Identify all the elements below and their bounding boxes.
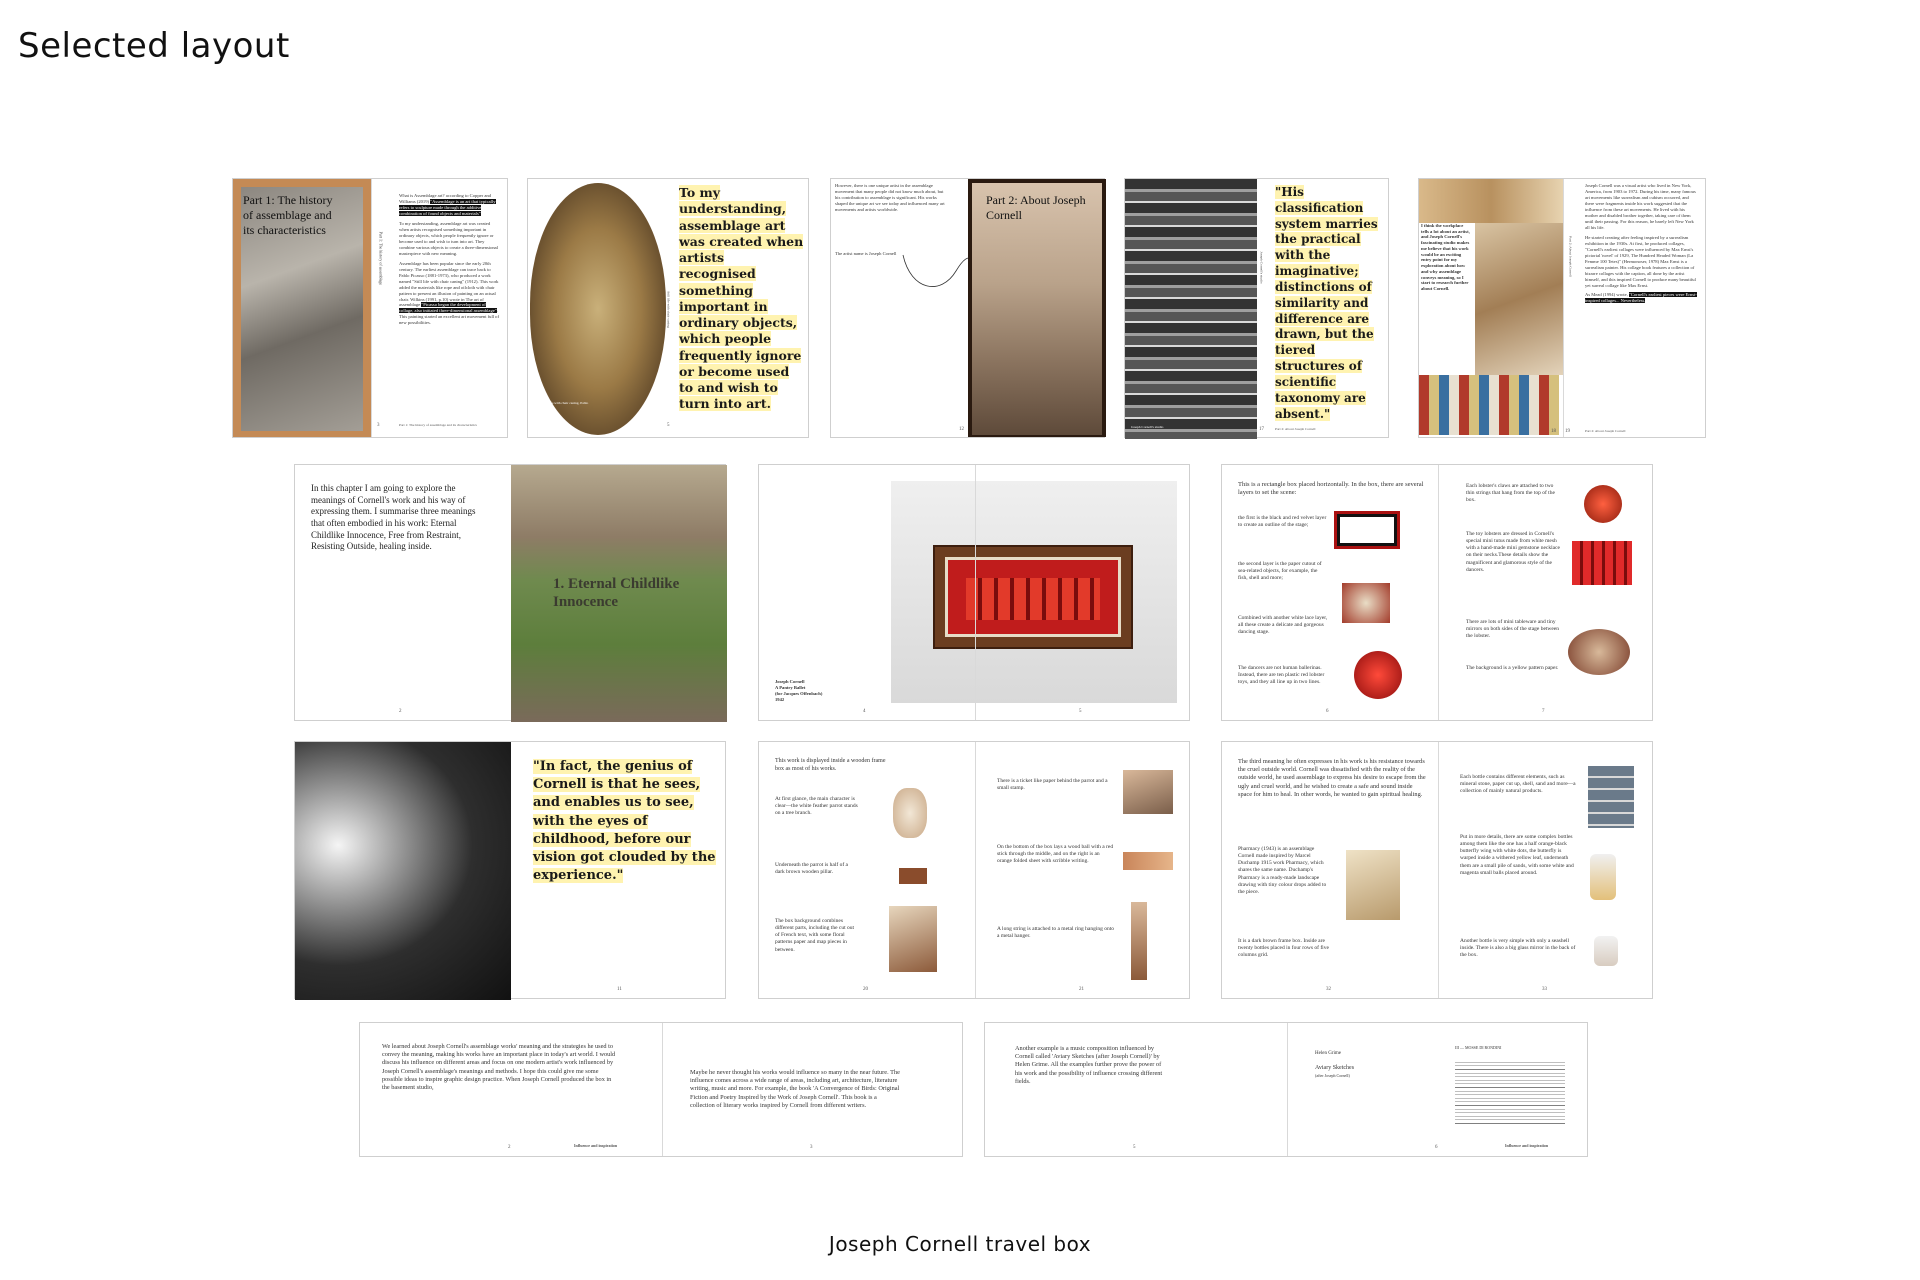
project-caption: Joseph Cornell travel box — [828, 1232, 1092, 1256]
page-number: 4 — [863, 709, 866, 714]
right-page — [1438, 742, 1654, 998]
shelf-photo — [1419, 375, 1559, 435]
page-number: 11 — [617, 987, 622, 992]
description-intro: This is a rectangle box placed horizontally. In the box, there are several layers to set the scene: — [1238, 481, 1424, 497]
page-number: 7 — [1542, 709, 1545, 714]
page-fold — [1438, 465, 1439, 720]
page-number: 3 — [810, 1145, 813, 1150]
right-page — [1257, 179, 1390, 437]
tableware-text: There are lots of mini tableware and tiny mirrors on both sides of the stage between the lobster. — [1466, 619, 1560, 640]
background-detail — [889, 906, 937, 972]
spread-understanding-quote[interactable] — [527, 178, 809, 438]
page-number: 5 — [1079, 709, 1082, 714]
image-caption: Joseph Cornell's studio — [1131, 425, 1164, 429]
left-page — [985, 1023, 1287, 1156]
page-number: 2 — [399, 709, 402, 714]
caption-line: A Pantry Ballet — [775, 684, 806, 690]
chapter-intro-text: In this chapter I am going to explore the meanings of Cornell's work and his way of expressing them. I summarise three meanings that often embodied in his work: Eternal Childlike Innocence, Free from Restraint, Resisting Outside, healing inside. — [311, 483, 476, 552]
left-page — [295, 465, 511, 720]
paragraph-end: . This painting started an excellent art movement full of new possibilities. — [399, 308, 500, 326]
caption-line: 1942 — [775, 696, 785, 702]
page-number: 2 — [508, 1145, 511, 1150]
studio-boxes-photo — [1419, 179, 1563, 223]
page-number-left: 18 — [1551, 429, 1556, 434]
spread-pantry-ballet-description[interactable] — [1221, 464, 1653, 721]
page-heading: Selected layout — [18, 26, 290, 66]
complex-bottle-text: Put in more details, there are some complex bottles among them like the one has a half orange-black butterfly wing with white dots, the butterfly is warped inside a withered yellow leaf, underneath them are a small pile of sands, with some white and magenta small balls placed around. — [1460, 834, 1574, 876]
lobster-detail — [1354, 651, 1402, 699]
dancers-text: The dancers are not human ballerinas. Instead, there are ten plastic red lobster toys, and they all line up in two lines. — [1238, 665, 1325, 686]
score-title: Aviary Sketches — [1315, 1065, 1355, 1071]
paragraph: He started creating after feeling inspired by a surrealism exhibition in the 1930s. At first, he produced collages, "Cornell's earliest collages were influenced by Max Ernst's pictorial 'novel' of 1929, The Hundred Headed Woman (La Femme 100 Tetes)" (Hermonoser, 1978) Max Ernst is a surrealism painter. His collage book features a collection of bizarre collages with the caption, all done by the artist himself, and this inspired Cornell to produce many beautiful yet surreal collage like Max Ernst. — [1585, 234, 1696, 288]
page-number: 33 — [1542, 987, 1547, 992]
left-page — [1419, 179, 1563, 437]
right-page — [1287, 1023, 1589, 1156]
chapter1-title: 1. Eternal Childlike Innocence — [553, 576, 680, 610]
page-number: 20 — [863, 987, 868, 992]
page-fold — [662, 1023, 663, 1156]
influence-text: Maybe he never thought his works would influence so many in the near future. The influence comes across a wide range of areas, including art, architecture, literature writing, music and more. For example, the book 'A Convergence of Birds: Original Fiction and Poetry Inspired by the Work of Joseph Cornell'. This book is a collection of literary works inspired by Cornell from different writers. — [690, 1069, 900, 1109]
highlighted-quote: "Cornell's earliest pieces were Ernst-inspired collages... Nevertheless, — [1585, 292, 1697, 304]
paper-cutout-detail — [1342, 583, 1390, 623]
spread-parrot-box-description[interactable] — [758, 741, 1190, 999]
page-fold — [371, 179, 372, 437]
page-number: 6 — [1326, 709, 1329, 714]
butterfly-bottle-detail — [1590, 854, 1616, 900]
pull-quote: To my understanding, assemblage art was created when artists recognised something important in ordinary objects, which people frequently ignore or become used to and wish to turn into art. — [679, 185, 804, 412]
spread-part1-history[interactable] — [232, 178, 508, 438]
music-example-text: Another example is a music composition influenced by Cornell called 'Aviary Sketches (after Joseph Cornell)' by Helen Grime. All the examples further prove the power of his work and the possibility of influence crossing different fields. — [1015, 1045, 1163, 1085]
duchamp-pharmacy-image — [1346, 850, 1400, 920]
left-page — [1222, 465, 1438, 720]
left-page — [233, 179, 371, 437]
right-page — [1551, 179, 1707, 437]
tableware-detail — [1568, 629, 1630, 675]
string-text: A long string is attached to a metal ring hanging onto a metal hanger. — [997, 926, 1115, 940]
frame-box-text: It is a dark brown frame box. Inside are twenty bottles placed in four rows of five columns grid. — [1238, 938, 1329, 959]
third-meaning-intro: The third meaning he often expresses in his work is his resistance towards the cruel outside world. Cornell was dissatisfied with the reality of the outside world, he used assemblage to express his desire to escape from the ugly and cruel world, and he wished to create a safe and sound inside space for him to heal. In other words, he wanted to gain spiritual healing. — [1238, 758, 1426, 798]
left-page — [1222, 742, 1438, 998]
cornell-studio-photo — [1125, 179, 1257, 439]
left-page — [1125, 179, 1257, 437]
page-fold — [1287, 1023, 1288, 1156]
right-page — [1438, 465, 1654, 720]
citation-intro: As Mead (1994) wrote, — [1585, 292, 1628, 298]
biography-text — [1585, 183, 1699, 304]
wood-ball-detail — [1123, 852, 1173, 870]
page-fold — [975, 742, 976, 998]
spread-genius-quote[interactable] — [294, 741, 726, 999]
paragraph: To my understanding, assemblage art was created when artists recognised something important in ordinary objects, which people frequently ignore or become used to and wish to turn into art. They combine various objects to create a three-dimensional masterpiece with new meaning. — [399, 220, 498, 256]
highlighted-quote: "Assemblage is an art that typically refers to sculpture made through the additive combination of found objects and materials" — [399, 198, 496, 216]
right-page — [975, 742, 1191, 998]
layer3-text: Combined with another white lace layer, all these create a delicate and gorgeous dancing stage. — [1238, 615, 1328, 636]
pantry-ballet-box-photo — [891, 481, 1177, 703]
parrot-detail — [893, 788, 927, 838]
claws-text: Each lobster's claws are attached to two thin strings that hang from the top of the box. — [1466, 483, 1555, 504]
picasso-still-life-image — [530, 183, 666, 435]
left-page — [759, 742, 975, 998]
page-footer: Influence and inspiration — [574, 1143, 618, 1148]
artwork-caption — [775, 679, 865, 703]
spread-pantry-ballet-image[interactable] — [758, 464, 1190, 721]
spread-pharmacy-description[interactable] — [1221, 741, 1653, 999]
side-label: Still life with chair caning — [666, 291, 671, 328]
background-text: The box background combines different parts, including the cut out of French text, with some floral patterns paper and map pieces in between. — [775, 918, 855, 953]
influence-intro-text: We learned about Joseph Cornell's assemblage works' meaning and the strategies he used to convey the meaning, making his works have an important place in today's art world. I would discuss his influence on different areas and focus on one modern artist's work influenced by Joseph Cornell's assemblage's meanings and methods. I hope this could give me some possible ideas to inspire graphic design practice. When Joseph Cornell produced the box in the basement studio, — [382, 1043, 616, 1091]
score-subtitle: (after Joseph Cornell) — [1315, 1073, 1350, 1078]
parrot-text: At first glance, the main character is clear—the white feather parrot stands on a tree branch. — [775, 796, 858, 817]
spread-chapter1-intro[interactable] — [294, 464, 726, 721]
page-number: 17 — [1259, 427, 1264, 432]
left-page — [528, 179, 669, 437]
part2-title: Part 2: About Joseph Cornell — [986, 193, 1086, 222]
body-text — [399, 193, 501, 326]
claws-detail — [1584, 485, 1622, 523]
page-number: 12 — [959, 427, 964, 432]
right-page — [511, 465, 727, 720]
tutus-text: The toy lobsters are dressed in Cornell's special mini tutus made from white mesh with a hand-made mini gemstone necklace on their necks.These details show the magnificent and glamorous style of the dancers. — [1466, 531, 1560, 573]
page-number-right: 19 — [1565, 429, 1570, 434]
layer2-text: the second layer is the paper cutout of sea-related objects, for example, the fish, shell and more; — [1238, 561, 1322, 582]
pharmacy-text: Pharmacy (1943) is an assemblage Cornell made inspired by Marcel Duchamp 1915 work Pharmacy, which shares the same name. Duchamp's Pharmacy is a ready-made landscape drawing with tiny colour drops added to the piece. — [1238, 846, 1327, 895]
spread-studio-quote[interactable] — [1124, 178, 1389, 438]
page-footer: Part 2: About Joseph Cornell — [1275, 427, 1316, 431]
background-text: The background is a yellow pattern paper. — [1466, 665, 1559, 671]
pillar-detail — [899, 868, 927, 884]
part1-title: Part 1: The history of assemblage and its characteristics — [243, 193, 333, 237]
artist-name-line: The artist name is Joseph Cornell — [835, 251, 897, 256]
pull-quote: "His classification system marries the practical with the imaginative; distinctions of similarity and difference are drawn, but the tiered structures of scientific taxonomy are absent." — [1275, 185, 1378, 421]
paragraph: Assemblage has been popular since the early 20th century. The earliest assemblage can trace back to Pablo Picasso (1881-1973), who produced a work named "Still life with chair caning" (1912). This work added the materials like rope and oilcloth with chair pattern to present an illusion of painting on an actual chair. Wilkins (1991, p.10) wrote in The art of assemblage — [399, 260, 499, 308]
right-page — [371, 179, 509, 437]
reflection-note: I think the workplace tells a lot about an artist, and Joseph Cornell's fascinating studio makes me believe that his work would be an exciting entry point for my exploration about how and why assemblage conveys meaning, so I start to research further about Cornell. — [1421, 223, 1470, 292]
page-fold — [1438, 742, 1439, 998]
page-number: 5 — [1133, 1145, 1136, 1150]
side-label: Joseph Cornell's studio — [1259, 251, 1264, 284]
pharmacy-box-detail — [1588, 766, 1634, 828]
seashell-bottle-detail — [1594, 936, 1618, 966]
seashell-bottle-text: Another bottle is very simple with only a seashell inside. There is also a big glass mirror in the back of the box. — [1460, 938, 1576, 959]
music-score-image — [1455, 1059, 1565, 1125]
spread-music-influence[interactable] — [984, 1022, 1588, 1157]
intro-text: However, there is one unique artist in the assemblage movement that many people did not know much about, but his contribution to assemblage is significant. His works shaped the unique art we see today and influenced many art movements and artists worldwide. — [835, 183, 945, 212]
layer1-text: the first is the black and red velvet layer to create an outline of the stage; — [1238, 515, 1327, 529]
right-page — [574, 1023, 964, 1156]
red-frame-detail — [1334, 511, 1400, 549]
page-number: 32 — [1326, 987, 1331, 992]
pull-quote: "In fact, the genius of Cornell is that he sees, and enables us to see, with the eyes of childhood, before our vision got clouded by the experience." — [533, 759, 716, 884]
right-page — [968, 179, 1106, 437]
spread-cornell-biography[interactable] — [1418, 178, 1706, 438]
right-page — [669, 179, 810, 437]
left-page — [360, 1023, 662, 1156]
pillar-text: Underneath the parrot is half of a dark brown wooden pillar. — [775, 862, 848, 876]
side-label: Part 1: The history of assemblage — [378, 231, 384, 286]
page-fold — [975, 465, 976, 720]
paragraph: Joseph Cornell was a visual artist who lived in New York, America, from 1903 to 1972. During his time, many famous art movements like surrealism and cubism occurred, and there were fragments inside his work suggested that the influence from these art movements. He lived with his mother and disabled brother together, taking care of them until their passing. For this reason, he barely left New York all his life. — [1585, 183, 1696, 230]
page-footer: Influence and inspiration — [1505, 1143, 1549, 1148]
tutus-detail — [1572, 541, 1632, 585]
left-page — [295, 742, 511, 998]
collection-photo — [1475, 223, 1563, 375]
bottle-contents-text: Each bottle contains different elements, such as mineral stone, paper cut up, shell, sand and more—a collection of mainly natural products. — [1460, 774, 1576, 795]
intro-text: What is Assemblage art? according to Copper and Williams (2019) — [399, 193, 491, 204]
wood-ball-text: On the bottom of the box lays a wood ball with a red stick through the middle, and on the right is an orange folded sheet with scribble writing. — [997, 844, 1114, 865]
page-number: 6 — [1435, 1145, 1438, 1150]
caption-line: (for Jacques Offenbach) — [775, 690, 823, 696]
page-footer: Part 2: About Joseph Cornell — [1585, 429, 1626, 433]
side-label: Part 2: About Joseph Cornell — [1568, 236, 1573, 277]
string-detail — [1131, 902, 1147, 980]
spread-influence-intro[interactable] — [359, 1022, 963, 1157]
cornell-elderly-photo — [295, 742, 511, 1000]
score-heading: III — MOSSE DI RONDINI — [1455, 1045, 1502, 1050]
right-page — [511, 742, 727, 998]
page-number: 3 — [377, 423, 380, 428]
page-fold — [1563, 179, 1564, 437]
page-number: 21 — [1079, 987, 1084, 992]
page-number: 5 — [667, 423, 670, 428]
ticket-text: There is a ticket like paper behind the parrot and a small stamp. — [997, 778, 1108, 792]
spread-part2-about-cornell[interactable] — [830, 178, 1105, 438]
left-page — [831, 179, 968, 437]
score-author: Helen Grime — [1315, 1051, 1341, 1056]
image-caption: Still life with chair caning, Pablo Picasso — [542, 401, 589, 410]
description-intro: This work is displayed inside a wooden frame box as most of his works. — [775, 758, 886, 772]
ticket-detail — [1123, 770, 1173, 814]
highlighted-quote: "Picasso began the development of collage, also initiated three-dimensional assemblage" — [399, 302, 497, 314]
caption-line: Joseph Cornell — [775, 679, 805, 684]
page-footer: Part 1: The history of assemblage and its characteristics — [399, 423, 477, 427]
